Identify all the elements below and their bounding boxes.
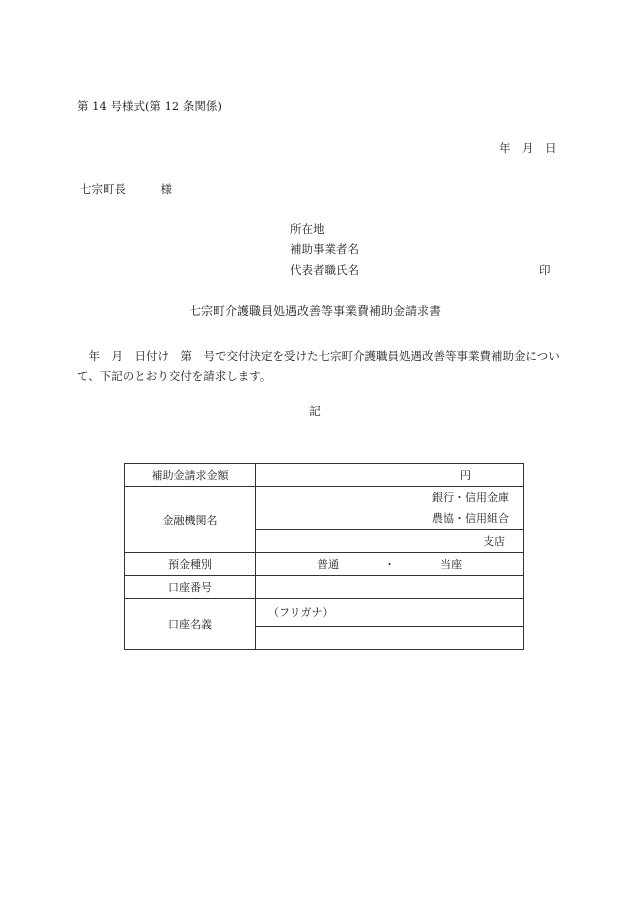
account-name-label: 口座名義 xyxy=(125,599,256,650)
account-number-label: 口座番号 xyxy=(125,576,256,599)
ki-heading: 記 xyxy=(309,404,321,418)
seal-mark: 印 xyxy=(539,263,551,277)
deposit-ordinary[interactable]: 普通 xyxy=(317,558,339,571)
bank-field[interactable] xyxy=(256,487,524,530)
document-title: 七宗町介護職員処遇改善等事業費補助金請求書 xyxy=(188,304,441,318)
account-name-field[interactable] xyxy=(256,627,524,650)
bank-type-2: 農協・信用組合 xyxy=(432,512,509,525)
form-number: 第 14 号様式(第 12 条関係) xyxy=(77,99,222,113)
representative-label: 代表者職氏名 xyxy=(290,263,359,277)
branch-label: 支店 xyxy=(483,535,505,548)
amount-label: 補助金請求金額 xyxy=(125,464,256,487)
deposit-current[interactable]: 当座 xyxy=(440,558,462,571)
branch-field[interactable] xyxy=(256,530,524,553)
date-line: 年 月 日 xyxy=(499,141,557,155)
bank-label: 金融機関名 xyxy=(125,487,256,553)
account-name-row xyxy=(125,599,524,627)
deposit-type-field[interactable] xyxy=(256,553,524,576)
addressee: 七宗町長 様 xyxy=(80,182,172,196)
request-table xyxy=(124,463,524,650)
deposit-type-label: 預金種別 xyxy=(125,553,256,576)
furigana-field[interactable] xyxy=(256,599,524,627)
body-text: 年 月 日付け 第 号で交付決定を受けた七宗町介護職員処遇改善等事業費補助金について、下記のとおり交付を請求します。 xyxy=(77,349,560,383)
deposit-type-row xyxy=(125,553,524,576)
bank-type-1: 銀行・信用金庫 xyxy=(432,491,509,504)
furigana-label: （フリガナ） xyxy=(268,606,334,619)
amount-field[interactable] xyxy=(256,464,524,487)
bank-row xyxy=(125,487,524,530)
account-number-field[interactable] xyxy=(256,576,524,599)
business-name-label: 補助事業者名 xyxy=(290,242,359,256)
amount-row xyxy=(125,464,524,487)
location-label: 所在地 xyxy=(290,222,325,236)
account-number-row xyxy=(125,576,524,599)
yen-unit: 円 xyxy=(460,469,471,482)
deposit-separator: ・ xyxy=(384,558,395,571)
